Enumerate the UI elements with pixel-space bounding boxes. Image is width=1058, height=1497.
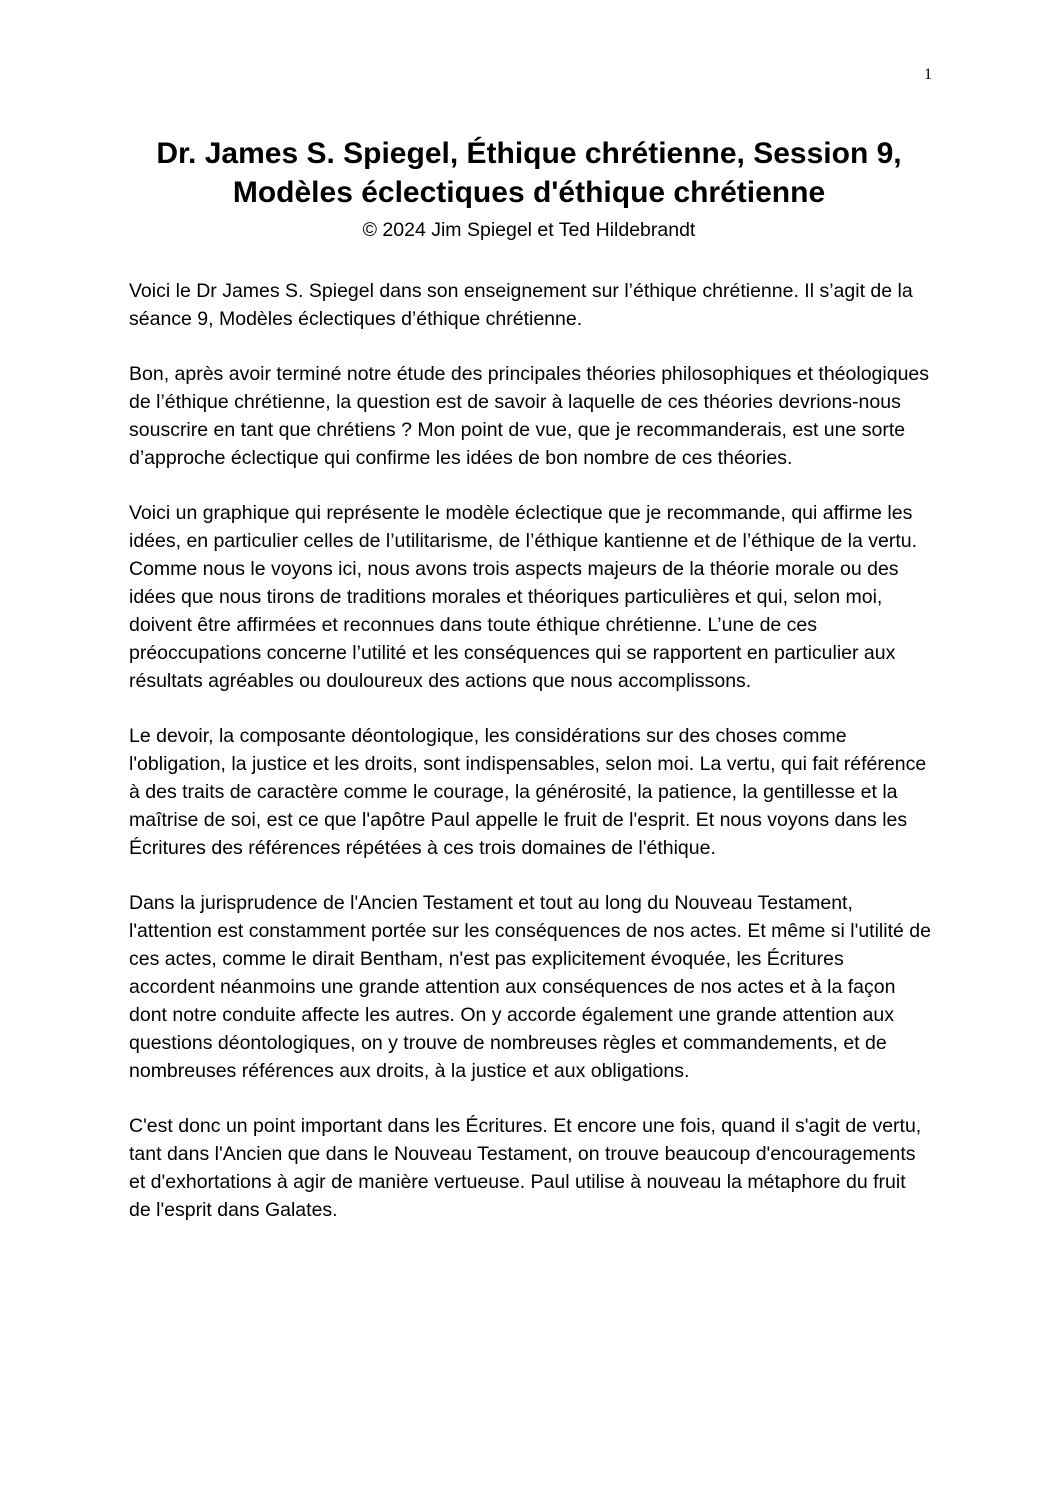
paragraph-5: Dans la jurisprudence de l'Ancien Testament et tout au long du Nouveau Testament, l'attention est constamment portée sur les conséquences de nos actes. Et même si l'utilité de ces actes, comme le dirait Bentham, n'est pas explicitement évoquée, les Écritures accordent néanmoins une grande attention aux conséquences de nos actes et à la façon dont notre conduite affecte les autres. On y accorde également une grande attention aux questions déontologiques, on y trouve de nombreuses règles et commandements, et de nombreuses références aux droits, à la justice et aux obligations. <box>129 892 931 1082</box>
document-body <box>129 277 932 1251</box>
paragraph-2: Bon, après avoir terminé notre étude des principales théories philosophiques et théologiques de l’éthique chrétienne, la question est de savoir à laquelle de ces théories devrions-nous souscrire en tant que chrétiens ? Mon point de vue, que je recommanderais, est une sorte d’approche éclectique qui confirme les idées de bon nombre de ces théories. <box>129 363 930 469</box>
paragraph-3: Voici un graphique qui représente le modèle éclectique que je recommande, qui affirme les idées, en particulier celles de l’utilitarisme, de l’éthique kantienne et de l’éthique de la vertu. Comme nous le voyons ici, nous avons trois aspects majeurs de la théorie morale ou des idées que nous tirons de traditions morales et théoriques particulières et qui, selon moi, doivent être affirmées et reconnues dans toute éthique chrétienne. L’une de ces préoccupations concerne l’utilité et les conséquences qui se rapportent en particulier aux résultats agréables ou douloureux des actions que nous accomplissons. <box>129 502 918 692</box>
page-number: 1 <box>924 66 932 83</box>
paragraph-4: Le devoir, la composante déontologique, les considérations sur des choses comme l'obligation, la justice et les droits, sont indispensables, selon moi. La vertu, qui fait référence à des traits de caractère comme le courage, la générosité, la patience, la gentillesse et la maîtrise de soi, est ce que l'apôtre Paul appelle le fruit de l'esprit. Et nous voyons dans les Écritures des références répétées à ces trois domaines de l'éthique. <box>129 725 927 859</box>
copyright-line: © 2024 Jim Spiegel et Ted Hildebrandt <box>362 219 696 241</box>
paragraph-6: C'est donc un point important dans les Écritures. Et encore une fois, quand il s'agit de vertu, tant dans l'Ancien que dans le Nouveau Testament, on trouve beaucoup d'encouragements et d'exhortations à agir de manière vertueuse. Paul utilise à nouveau la métaphore du fruit de l'esprit dans Galates. <box>129 1115 922 1221</box>
paragraph-1: Voici le Dr James S. Spiegel dans son enseignement sur l’éthique chrétienne. Il s’agit de la séance 9, Modèles éclectiques d’éthique chrétienne. <box>129 280 913 330</box>
document-title <box>0 134 1058 212</box>
title-line-2: Modèles éclectiques d'éthique chrétienne <box>232 176 826 209</box>
title-line-1: Dr. James S. Spiegel, Éthique chrétienne, Session 9, <box>156 137 902 170</box>
